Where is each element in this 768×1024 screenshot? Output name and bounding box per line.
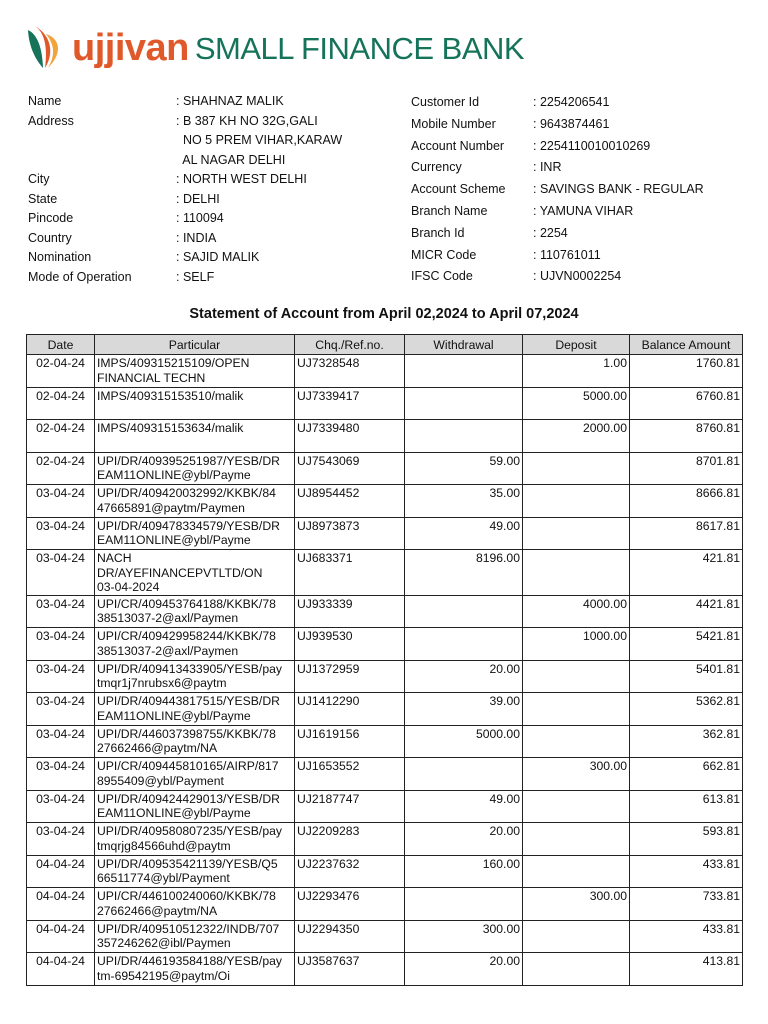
column-header-balance: Balance Amount xyxy=(630,335,743,355)
txn-balance: 433.81 xyxy=(630,920,743,953)
detail-value: : 110761011 xyxy=(533,247,601,262)
txn-ref: UJ2293476 xyxy=(295,888,405,921)
detail-row-branch-id xyxy=(411,223,704,245)
transactions-table xyxy=(26,334,743,986)
table-row xyxy=(27,953,743,986)
txn-balance: 5362.81 xyxy=(630,693,743,726)
txn-date: 02-04-24 xyxy=(27,355,95,388)
txn-date: 03-04-24 xyxy=(27,550,95,596)
txn-ref: UJ2187747 xyxy=(295,790,405,823)
txn-particular: UPI/DR/409413433905/YESB/pay tmqr1j7nrubsx6@paytm xyxy=(95,660,295,693)
txn-date: 03-04-24 xyxy=(27,725,95,758)
detail-label: IFSC Code xyxy=(411,269,473,284)
detail-row-city xyxy=(28,170,376,190)
txn-balance: 5401.81 xyxy=(630,660,743,693)
txn-balance: 433.81 xyxy=(630,855,743,888)
detail-value: : YAMUNA VIHAR xyxy=(533,203,634,218)
txn-withdrawal: 20.00 xyxy=(405,823,523,856)
detail-row-currency xyxy=(411,157,704,179)
table-row xyxy=(27,452,743,485)
txn-date: 04-04-24 xyxy=(27,888,95,921)
table-row xyxy=(27,485,743,518)
txn-ref: UJ683371 xyxy=(295,550,405,596)
table-row xyxy=(27,387,743,420)
txn-particular: UPI/DR/409420032992/KKBK/84 47665891@paytm/Paymen xyxy=(95,485,295,518)
txn-particular: UPI/DR/409395251987/YESB/DR EAM11ONLINE@ybl/Payme xyxy=(95,452,295,485)
detail-row-mode xyxy=(28,268,376,288)
txn-balance: 1760.81 xyxy=(630,355,743,388)
table-row xyxy=(27,550,743,596)
detail-label: Customer Id xyxy=(411,95,480,109)
txn-deposit xyxy=(523,550,630,596)
table-row xyxy=(27,855,743,888)
txn-balance: 593.81 xyxy=(630,823,743,856)
txn-particular: UPI/DR/409424429013/YESB/DR EAM11ONLINE@ybl/Payme xyxy=(95,790,295,823)
detail-value: : DELHI xyxy=(176,191,220,206)
txn-withdrawal: 5000.00 xyxy=(405,725,523,758)
txn-balance: 8701.81 xyxy=(630,452,743,485)
txn-date: 04-04-24 xyxy=(27,920,95,953)
detail-label: Pincode xyxy=(28,211,74,225)
txn-withdrawal: 39.00 xyxy=(405,693,523,726)
detail-label: Branch Name xyxy=(411,203,488,218)
table-row xyxy=(27,693,743,726)
column-header-particular: Particular xyxy=(95,335,295,355)
detail-label: Address xyxy=(28,113,74,128)
detail-value: : SELF xyxy=(176,269,215,284)
column-header-withdrawal: Withdrawal xyxy=(405,335,523,355)
txn-ref: UJ7339417 xyxy=(295,387,405,420)
txn-particular: NACH DR/AYEFINANCEPVTLTD/ON 03-04-2024 xyxy=(95,550,295,596)
txn-withdrawal: 20.00 xyxy=(405,660,523,693)
ujjivan-leaf-icon xyxy=(26,24,66,72)
txn-ref: UJ1619156 xyxy=(295,725,405,758)
txn-particular: UPI/CR/409445810165/AIRP/817 8955409@ybl/Payment xyxy=(95,758,295,791)
txn-deposit xyxy=(523,823,630,856)
bank-name-text: SMALL FINANCE BANK xyxy=(194,30,525,66)
txn-ref: UJ7339480 xyxy=(295,420,405,453)
detail-label: MICR Code xyxy=(411,247,477,262)
txn-date: 03-04-24 xyxy=(27,693,95,726)
detail-value: : 2254206541 xyxy=(533,95,610,109)
txn-particular: IMPS/409315215109/OPEN FINANCIAL TECHN xyxy=(95,355,295,388)
table-row xyxy=(27,725,743,758)
table-row xyxy=(27,355,743,388)
txn-date: 04-04-24 xyxy=(27,953,95,986)
table-row xyxy=(27,628,743,661)
txn-balance: 6760.81 xyxy=(630,387,743,420)
txn-balance: 8617.81 xyxy=(630,517,743,550)
txn-withdrawal: 20.00 xyxy=(405,953,523,986)
txn-particular: UPI/DR/409443817515/YESB/DR EAM11ONLINE@ybl/Payme xyxy=(95,693,295,726)
txn-date: 03-04-24 xyxy=(27,660,95,693)
detail-label: Branch Id xyxy=(411,225,465,240)
txn-balance: 4421.81 xyxy=(630,595,743,628)
txn-balance: 613.81 xyxy=(630,790,743,823)
customer-details-right xyxy=(411,92,704,288)
txn-balance: 733.81 xyxy=(630,888,743,921)
txn-ref: UJ1372959 xyxy=(295,660,405,693)
txn-withdrawal xyxy=(405,888,523,921)
table-row xyxy=(27,595,743,628)
detail-label: Mode of Operation xyxy=(28,269,132,284)
txn-date: 03-04-24 xyxy=(27,595,95,628)
statement-title: Statement of Account from April 02,2024 to April 07,2024 xyxy=(189,306,579,322)
detail-row-state xyxy=(28,190,376,210)
detail-row-address-line2 xyxy=(28,131,376,151)
table-header-row xyxy=(27,335,743,355)
detail-row-name xyxy=(28,92,376,112)
txn-ref: UJ933339 xyxy=(295,595,405,628)
txn-deposit: 300.00 xyxy=(523,888,630,921)
detail-row-account-number xyxy=(411,136,704,158)
txn-particular: UPI/DR/409478334579/YESB/DR EAM11ONLINE@ybl/Payme xyxy=(95,517,295,550)
txn-withdrawal: 49.00 xyxy=(405,517,523,550)
detail-label: Country xyxy=(28,230,72,245)
detail-row-address-line3 xyxy=(28,151,376,171)
table-row xyxy=(27,920,743,953)
bank-logo xyxy=(26,22,524,74)
txn-deposit xyxy=(523,953,630,986)
txn-balance: 662.81 xyxy=(630,758,743,791)
txn-deposit xyxy=(523,790,630,823)
txn-date: 03-04-24 xyxy=(27,517,95,550)
detail-value: : 2254110010010269 xyxy=(533,138,651,153)
txn-balance: 8666.81 xyxy=(630,485,743,518)
txn-particular: UPI/DR/409535421139/YESB/Q5 66511774@ybl/Payment xyxy=(95,855,295,888)
txn-withdrawal xyxy=(405,355,523,388)
txn-particular: UPI/CR/409429958244/KKBK/78 38513037-2@axl/Paymen xyxy=(95,628,295,661)
detail-value: : 110094 xyxy=(176,211,224,225)
table-row xyxy=(27,758,743,791)
txn-ref: UJ2294350 xyxy=(295,920,405,953)
txn-deposit: 4000.00 xyxy=(523,595,630,628)
txn-deposit xyxy=(523,485,630,518)
txn-date: 03-04-24 xyxy=(27,823,95,856)
txn-withdrawal: 300.00 xyxy=(405,920,523,953)
txn-date: 04-04-24 xyxy=(27,855,95,888)
detail-value: : INR xyxy=(533,160,562,175)
txn-withdrawal xyxy=(405,420,523,453)
table-row xyxy=(27,660,743,693)
txn-withdrawal xyxy=(405,628,523,661)
bank-brand-text: ujjivan xyxy=(72,27,189,69)
detail-value: NO 5 PREM VIHAR,KARAW xyxy=(176,133,343,147)
table-row xyxy=(27,790,743,823)
txn-deposit: 300.00 xyxy=(523,758,630,791)
detail-value: : SAJID MALIK xyxy=(176,250,260,264)
txn-deposit xyxy=(523,452,630,485)
txn-deposit xyxy=(523,855,630,888)
txn-ref: UJ3587637 xyxy=(295,953,405,986)
txn-ref: UJ1412290 xyxy=(295,693,405,726)
detail-label: Account Scheme xyxy=(411,182,506,197)
detail-label: Name xyxy=(28,94,62,108)
detail-row-micr xyxy=(411,245,704,267)
txn-withdrawal xyxy=(405,595,523,628)
txn-deposit: 2000.00 xyxy=(523,420,630,453)
txn-ref: UJ7328548 xyxy=(295,355,405,388)
txn-withdrawal: 8196.00 xyxy=(405,550,523,596)
txn-date: 02-04-24 xyxy=(27,452,95,485)
txn-deposit: 5000.00 xyxy=(523,387,630,420)
detail-label: City xyxy=(28,172,50,186)
detail-label: State xyxy=(28,191,58,206)
detail-value: : INDIA xyxy=(176,230,217,245)
txn-withdrawal xyxy=(405,758,523,791)
txn-balance: 5421.81 xyxy=(630,628,743,661)
txn-ref: UJ2209283 xyxy=(295,823,405,856)
txn-deposit xyxy=(523,725,630,758)
txn-ref: UJ8954452 xyxy=(295,485,405,518)
detail-label xyxy=(28,151,176,171)
txn-particular: UPI/DR/446037398755/KKBK/78 27662466@paytm/NA xyxy=(95,725,295,758)
detail-row-nomination xyxy=(28,248,376,268)
transactions-body xyxy=(27,355,743,986)
txn-ref: UJ939530 xyxy=(295,628,405,661)
txn-deposit: 1000.00 xyxy=(523,628,630,661)
detail-label xyxy=(28,131,176,151)
detail-row-account-scheme xyxy=(411,179,704,201)
detail-row-country xyxy=(28,229,376,249)
txn-date: 03-04-24 xyxy=(27,758,95,791)
txn-date: 03-04-24 xyxy=(27,790,95,823)
detail-value: : SAVINGS BANK - REGULAR xyxy=(533,182,704,197)
detail-value: AL NAGAR DELHI xyxy=(176,152,286,167)
table-row xyxy=(27,823,743,856)
txn-ref: UJ8973873 xyxy=(295,517,405,550)
table-row xyxy=(27,517,743,550)
txn-balance: 421.81 xyxy=(630,550,743,596)
column-header-deposit: Deposit xyxy=(523,335,630,355)
txn-withdrawal: 59.00 xyxy=(405,452,523,485)
txn-withdrawal: 49.00 xyxy=(405,790,523,823)
detail-value: : UJVN0002254 xyxy=(533,269,622,284)
detail-value: : NORTH WEST DELHI xyxy=(176,172,307,186)
detail-row-customer-id xyxy=(411,92,704,114)
detail-row-address xyxy=(28,112,376,132)
detail-row-pincode xyxy=(28,209,376,229)
customer-details-left xyxy=(28,92,376,287)
txn-deposit: 1.00 xyxy=(523,355,630,388)
detail-value: : 2254 xyxy=(533,225,568,240)
detail-label: Mobile Number xyxy=(411,116,496,131)
detail-label: Currency xyxy=(411,160,462,175)
table-row xyxy=(27,420,743,453)
txn-deposit xyxy=(523,920,630,953)
txn-date: 03-04-24 xyxy=(27,628,95,661)
detail-value: : B 387 KH NO 32G,GALI xyxy=(176,113,318,128)
txn-particular: IMPS/409315153634/malik xyxy=(95,420,295,453)
txn-date: 02-04-24 xyxy=(27,387,95,420)
txn-withdrawal: 160.00 xyxy=(405,855,523,888)
detail-row-branch-name xyxy=(411,201,704,223)
column-header-date: Date xyxy=(27,335,95,355)
detail-label: Nomination xyxy=(28,250,92,264)
txn-balance: 413.81 xyxy=(630,953,743,986)
txn-particular: UPI/DR/446193584188/YESB/pay tm-69542195@paytm/Oi xyxy=(95,953,295,986)
txn-deposit xyxy=(523,660,630,693)
txn-particular: UPI/DR/409510512322/INDB/707 357246262@ibl/Paymen xyxy=(95,920,295,953)
txn-withdrawal xyxy=(405,387,523,420)
detail-value: : 9643874461 xyxy=(533,116,610,131)
txn-date: 03-04-24 xyxy=(27,485,95,518)
txn-particular: IMPS/409315153510/malik xyxy=(95,387,295,420)
detail-row-ifsc xyxy=(411,266,704,288)
txn-particular: UPI/CR/446100240060/KKBK/78 27662466@paytm/NA xyxy=(95,888,295,921)
txn-balance: 8760.81 xyxy=(630,420,743,453)
detail-value: : SHAHNAZ MALIK xyxy=(176,94,284,108)
txn-particular: UPI/DR/409580807235/YESB/pay tmqrjg84566uhd@paytm xyxy=(95,823,295,856)
txn-ref: UJ2237632 xyxy=(295,855,405,888)
table-row xyxy=(27,888,743,921)
detail-label: Account Number xyxy=(411,138,505,153)
txn-ref: UJ1653552 xyxy=(295,758,405,791)
column-header-ref: Chq./Ref.no. xyxy=(295,335,405,355)
txn-deposit xyxy=(523,517,630,550)
txn-balance: 362.81 xyxy=(630,725,743,758)
txn-ref: UJ7543069 xyxy=(295,452,405,485)
txn-withdrawal: 35.00 xyxy=(405,485,523,518)
txn-particular: UPI/CR/409453764188/KKBK/78 38513037-2@axl/Paymen xyxy=(95,595,295,628)
txn-date: 02-04-24 xyxy=(27,420,95,453)
detail-row-mobile xyxy=(411,114,704,136)
txn-deposit xyxy=(523,693,630,726)
